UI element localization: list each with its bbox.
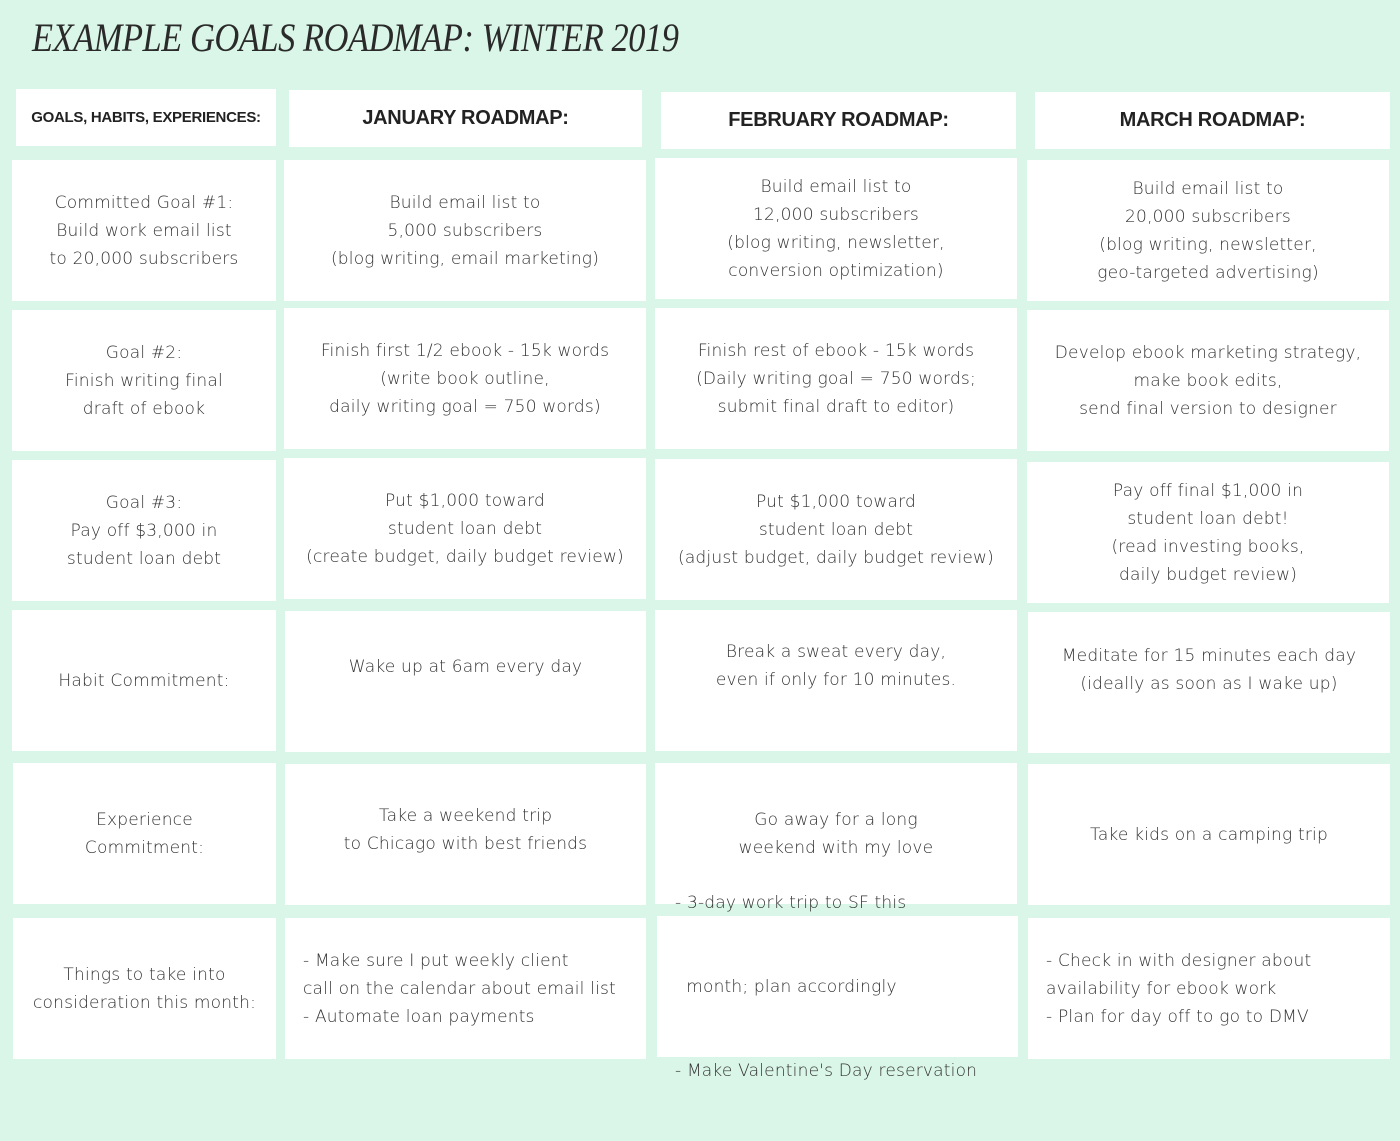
row-6-february <box>675 833 977 1141</box>
row-1-label <box>50 189 239 273</box>
text-line: student loan debt <box>758 519 914 540</box>
row-5-march-cell <box>1028 764 1390 905</box>
row-5-march <box>1090 821 1328 849</box>
row-3-march-cell <box>1027 462 1389 603</box>
row-2-label <box>65 339 223 423</box>
text-line: Build email list to <box>1132 178 1284 199</box>
text-line: (write book outline, <box>380 368 550 389</box>
row-5-january <box>344 802 587 858</box>
header-january-label: JANUARY ROADMAP: <box>362 107 569 129</box>
text-line: Meditate for 15 minutes each day <box>1061 646 1357 666</box>
header-february <box>661 92 1016 149</box>
row-4-february <box>716 638 956 694</box>
text-line: even if only for 10 minutes. <box>715 670 957 690</box>
text-line: student loan debt <box>66 548 222 569</box>
text-line: Pay off final $1,000 in <box>1112 480 1304 501</box>
row-1-march <box>1097 175 1319 287</box>
text-line: make book edits, <box>1133 370 1283 391</box>
header-category <box>16 89 276 146</box>
row-1-february-cell <box>655 158 1017 299</box>
row-5-label-cell <box>13 763 276 904</box>
text-line: - 3-day work trip to SF this <box>675 892 907 913</box>
text-line: (Daily writing goal = 750 words; <box>696 368 976 389</box>
row-4-march <box>1062 642 1356 698</box>
row-2-january-cell <box>284 308 646 449</box>
row-6-january-cell <box>285 918 646 1059</box>
row-6-label-cell <box>13 918 276 1059</box>
text-line: call on the calendar about email list <box>303 978 616 999</box>
text-line: daily writing goal = 750 words) <box>329 396 601 417</box>
text-line: consideration this month: <box>32 992 257 1013</box>
text-line: Things to take into <box>63 964 226 985</box>
text-line: Committed Goal #1: <box>54 192 234 213</box>
header-february-label: FEBRUARY ROADMAP: <box>728 109 949 131</box>
row-6-january <box>303 947 616 1031</box>
text-line: Build work email list <box>56 220 232 241</box>
text-line: student loan debt <box>387 518 543 539</box>
text-line: daily budget review) <box>1118 564 1298 585</box>
row-4-february-cell <box>655 610 1017 751</box>
text-line: month; plan accordingly <box>675 976 897 997</box>
text-line: (blog writing, newsletter, <box>727 232 945 253</box>
text-line: - Make Valentine's Day reservation <box>675 1060 978 1081</box>
text-line: 5,000 subscribers <box>387 220 543 241</box>
row-3-january <box>306 487 624 571</box>
text-line: geo-targeted advertising) <box>1097 262 1319 283</box>
text-line: to 20,000 subscribers <box>49 248 239 269</box>
row-3-label-cell <box>12 460 276 601</box>
row-4-label <box>58 667 229 695</box>
text-line: Goal #2: <box>105 342 183 363</box>
text-line: Take kids on a camping trip <box>1090 824 1328 845</box>
text-line: (create budget, daily budget review) <box>306 546 624 567</box>
text-line: Put $1,000 toward <box>385 490 545 511</box>
text-line: submit final draft to editor) <box>717 396 955 417</box>
text-line: - Plan for day off to go to DMV <box>1046 1006 1309 1027</box>
row-4-january <box>349 653 582 681</box>
text-line: Go away for a long <box>754 809 918 830</box>
text-line: (ideally as soon as I wake up) <box>1080 674 1338 694</box>
row-4-january-cell <box>285 611 646 752</box>
header-march <box>1035 92 1390 149</box>
text-line: - Check in with designer about <box>1046 950 1312 971</box>
text-line: Finish rest of ebook - 15k words <box>697 340 975 361</box>
row-2-february-cell <box>655 308 1017 449</box>
row-2-label-cell <box>12 310 276 451</box>
row-6-label <box>33 961 256 1017</box>
text-line: Commitment: <box>84 837 205 858</box>
text-line: to Chicago with best friends <box>343 834 588 854</box>
text-line: Finish writing final <box>65 370 223 391</box>
row-4-march-cell <box>1028 612 1390 753</box>
row-6-march-cell <box>1028 918 1390 1059</box>
text-line: (adjust budget, daily budget review) <box>677 547 994 568</box>
row-2-march-cell <box>1027 310 1389 451</box>
text-line: Pay off $3,000 in <box>70 520 218 541</box>
text-line: 12,000 subscribers <box>753 204 919 225</box>
row-3-january-cell <box>284 458 646 599</box>
text-line: Build email list to <box>389 192 541 213</box>
text-line: Habit Commitment: <box>58 670 230 691</box>
text-line: - Make sure I put weekly client <box>303 950 569 971</box>
row-3-february <box>678 488 994 572</box>
text-line: draft of ebook <box>82 398 206 419</box>
text-line: Break a sweat every day, <box>725 642 947 662</box>
text-line: availability for ebook work <box>1046 978 1277 999</box>
text-line: weekend with my love <box>738 837 934 858</box>
text-line: (blog writing, email marketing) <box>330 248 600 269</box>
text-line: Goal #3: <box>105 492 183 513</box>
page-title: EXAMPLE GOALS ROADMAP: WINTER 2019 <box>32 15 679 60</box>
row-3-march <box>1111 477 1304 589</box>
header-category-label: GOALS, HABITS, EXPERIENCES: <box>31 109 261 126</box>
text-line: 20,000 subscribers <box>1125 206 1291 227</box>
row-1-january <box>331 189 599 273</box>
text-line: (blog writing, newsletter, <box>1099 234 1317 255</box>
row-6-march <box>1046 947 1311 1031</box>
text-line: student loan debt! <box>1127 508 1289 529</box>
row-1-label-cell <box>12 160 276 301</box>
row-2-january <box>321 337 609 421</box>
text-line: Experience <box>96 809 193 830</box>
text-line: Build email list to <box>760 176 912 197</box>
text-line: Take a weekend trip <box>378 806 553 826</box>
text-line: Develop ebook marketing strategy, <box>1054 342 1362 363</box>
text-line: conversion optimization) <box>728 260 944 281</box>
row-4-label-cell <box>12 610 276 751</box>
text-line: (read investing books, <box>1111 536 1305 557</box>
text-line: Wake up at 6am every day <box>348 657 583 677</box>
row-5-january-cell <box>285 764 646 905</box>
text-line: Put $1,000 toward <box>756 491 916 512</box>
header-january <box>289 90 642 147</box>
row-2-february <box>696 337 976 421</box>
row-5-label <box>85 806 204 862</box>
row-3-label <box>67 489 221 573</box>
row-6-february-cell <box>657 892 1018 1081</box>
row-3-february-cell <box>655 459 1017 600</box>
header-march-label: MARCH ROADMAP: <box>1119 109 1306 131</box>
row-1-march-cell <box>1027 160 1389 301</box>
text-line: send final version to designer <box>1079 398 1337 419</box>
text-line: Finish first 1/2 ebook - 15k words <box>320 340 610 361</box>
row-1-january-cell <box>284 160 646 301</box>
row-2-march <box>1055 339 1361 423</box>
row-1-february <box>727 173 945 285</box>
text-line: - Automate loan payments <box>303 1006 535 1027</box>
